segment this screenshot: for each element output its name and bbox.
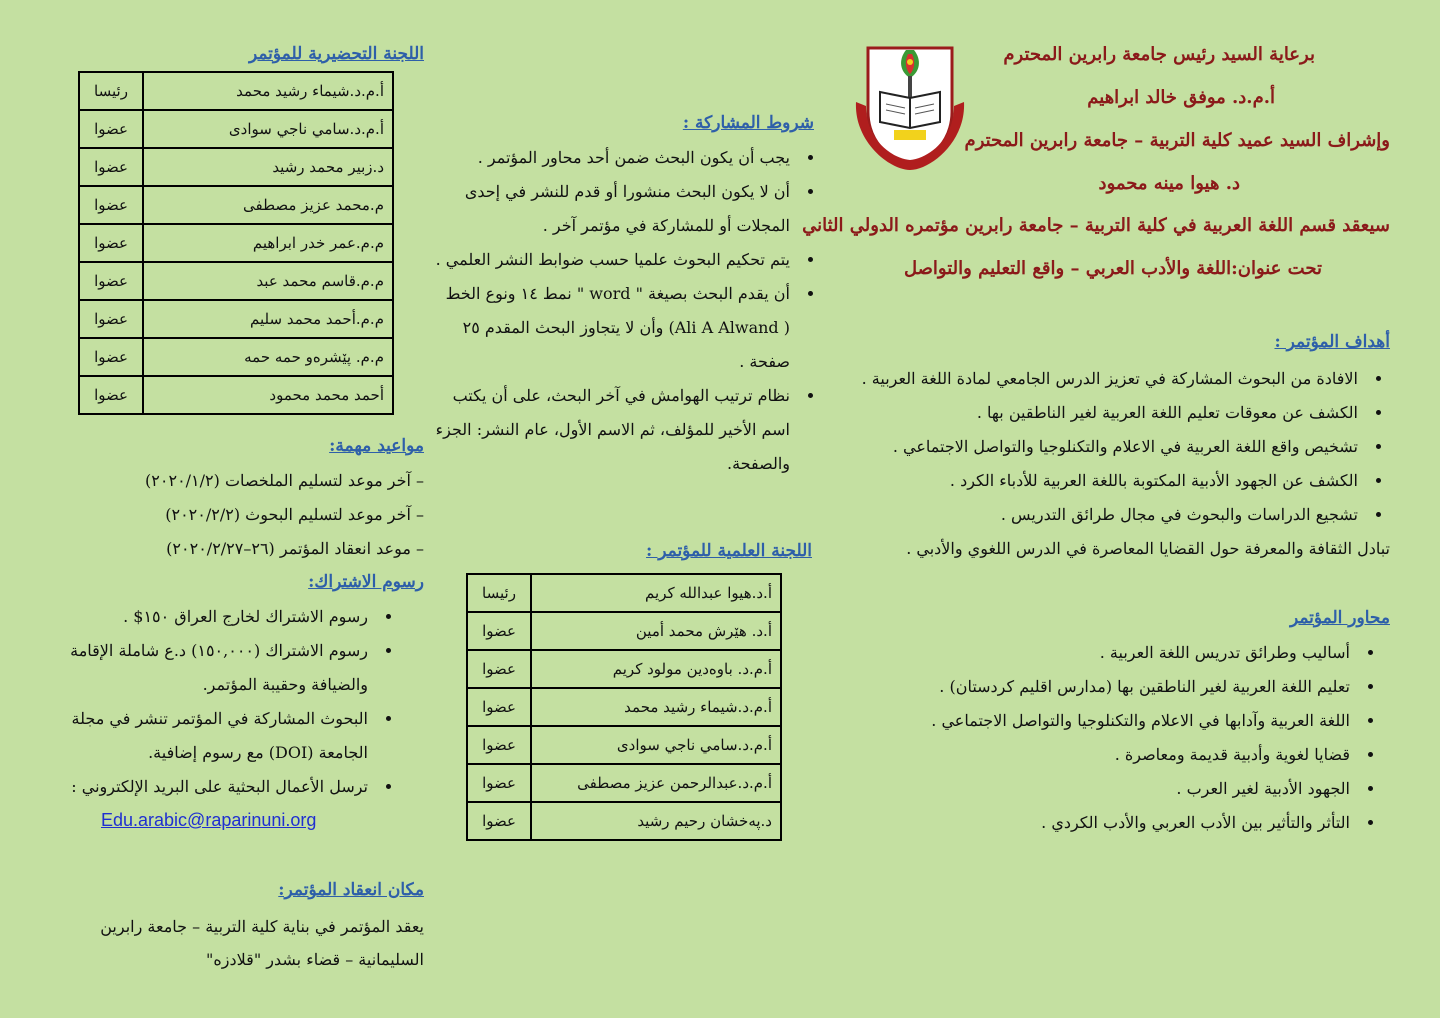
axes-list [836,636,1382,840]
president-name: أ.م.د. موفق خالد ابراهيم [1087,87,1275,108]
member-name: م.م.عمر خدر ابراهيم [143,224,393,262]
member-name: م.محمد عزيز مصطفى [143,186,393,224]
condition-item: • يجب أن يكون البحث ضمن أحد محاور المؤتمر . [426,141,796,175]
date-item: – آخر موعد لتسليم البحوث (٢٠٢٠/٢/٢) [165,505,424,524]
table-row [79,186,393,224]
member-name: أ.د.هيوا عبدالله كريم [531,574,781,612]
member-role: عضوا [79,110,143,148]
axis-item: • أساليب وطرائق تدريس اللغة العربية . [836,636,1356,670]
goal-item: • الكشف عن معوقات تعليم اللغة العربية لغير الناطقين بها . [804,396,1364,430]
member-role: رئيسا [79,72,143,110]
condition-item: • أن لا يكون البحث منشورا أو قدم للنشر في إحدى المجلات أو للمشاركة في مؤتمر آخر . [426,175,796,243]
goal-item: • تشجيع الدراسات والبحوث في مجال طرائق التدريس . [804,498,1364,532]
patronage-line-1: برعاية السيد رئيس جامعة رابرين المحترم [1003,44,1315,65]
table-row [467,650,781,688]
axis-item: • التأثر والتأثير بين الأدب العربي والأدب الكردي . [836,806,1356,840]
condition-item: • نظام ترتيب الهوامش في آخر البحث، على أن يكتب اسم الأخير للمؤلف، ثم الاسم الأول، عام النشر: الجزء والصفحة. [426,379,796,481]
goal-item: • تشخيص واقع اللغة العربية في الاعلام والتكنلوجيا والتواصل الاجتماعي . [804,430,1364,464]
table-row [79,148,393,186]
member-role: عضوا [79,376,143,414]
table-row [79,262,393,300]
axes-heading: محاور المؤتمر [1289,608,1390,628]
member-role: عضوا [467,802,531,840]
venue-heading: مكان انعقاد المؤتمر: [278,880,424,900]
member-role: عضوا [467,650,531,688]
fee-item: • رسوم الاشتراك (١٥٠,٠٠٠) د.ع شاملة الإقامة والضيافة وحقيبة المؤتمر. [34,634,374,702]
goal-item: • الكشف عن الجهود الأدبية المكتوبة باللغة العربية للأدباء الكرد . [804,464,1364,498]
table-row [79,376,393,414]
condition-item: • أن يقدم البحث بصيغة " word " نمط ١٤ ونوع الخط ( Ali A Alwand) وأن لا يتجاوز البحث المقدم ٢٥ صفحة . [426,277,796,379]
member-name: أ.د. هێرش محمد أمين [531,612,781,650]
member-name: أ.م.د.شيماء رشيد محمد [531,688,781,726]
conference-title: تحت عنوان:اللغة والأدب العربي – واقع التعليم والتواصل [904,258,1322,279]
table-row [79,300,393,338]
table-row [467,726,781,764]
goals-heading: أهداف المؤتمر : [1274,332,1390,352]
member-name: د.زبير محمد رشيد [143,148,393,186]
contact-email-link[interactable]: Edu.arabic@raparinuni.org [101,810,317,830]
date-item: – موعد انعقاد المؤتمر (٢٦–٢٠٢٠/٢/٢٧) [166,539,424,558]
fees-heading: رسوم الاشتراك: [308,572,424,592]
axis-item: • الجهود الأدبية لغير العرب . [836,772,1356,806]
patronage-line-3: وإشراف السيد عميد كلية التربية – جامعة رابرين المحترم [964,130,1390,151]
member-name: أ.م.د. باوەدين مولود كريم [531,650,781,688]
member-role: عضوا [467,612,531,650]
axis-item: • قضايا لغوية وأدبية قديمة ومعاصرة . [836,738,1356,772]
table-row [467,612,781,650]
venue-line-1: يعقد المؤتمر في بناية كلية التربية – جامعة رابرين [100,917,424,936]
member-name: أ.م.د.عبدالرحمن عزيز مصطفى [531,764,781,802]
member-role: عضوا [79,300,143,338]
axis-item: • تعليم اللغة العربية لغير الناطقين بها (مدارس اقليم كردستان) . [836,670,1356,704]
table-row [467,574,781,612]
member-role: رئيسا [467,574,531,612]
preparatory-committee-heading: اللجنة التحضيرية للمؤتمر [248,44,424,64]
member-role: عضوا [467,726,531,764]
member-role: عضوا [79,338,143,376]
member-role: عضوا [79,262,143,300]
scientific-committee-heading: اللجنة العلمية للمؤتمر : [646,541,812,561]
member-name: أ.م.د.سامي ناجي سوادى [143,110,393,148]
table-row [467,802,781,840]
table-row [79,110,393,148]
table-row [467,688,781,726]
member-role: عضوا [79,186,143,224]
member-name: د.پەخشان رحيم رشيد [531,802,781,840]
dean-name: د. هيوا مينه محمود [1098,173,1240,194]
table-row [467,764,781,802]
fees-list [34,600,400,804]
member-role: عضوا [79,224,143,262]
member-name: م.م.قاسم محمد عبد [143,262,393,300]
conference-announcement: سيعقد قسم اللغة العربية في كلية التربية – جامعة رابرين مؤتمره الدولي الثاني [802,215,1390,236]
dates-heading: مواعيد مهمة: [329,436,424,456]
axis-item: • اللغة العربية وآدابها في الاعلام والتكنلوجيا والتواصل الاجتماعي . [836,704,1356,738]
fee-item: • البحوث المشاركة في المؤتمر تنشر في مجلة الجامعة (DOI) مع رسوم إضافية. [34,702,374,770]
member-name: م.م. پێشرەو حمه حمه [143,338,393,376]
member-role: عضوا [79,148,143,186]
scientific-committee-table [466,573,782,841]
condition-item: • يتم تحكيم البحوث علميا حسب ضوابط النشر العلمي . [426,243,796,277]
member-name: م.م.أحمد محمد سليم [143,300,393,338]
conditions-heading: شروط المشاركة : [682,113,814,133]
table-row [79,338,393,376]
member-role: عضوا [467,688,531,726]
university-logo [850,42,970,172]
preparatory-committee-table [78,71,394,415]
date-item: – آخر موعد لتسليم الملخصات (٢٠٢٠/١/٢) [145,471,424,490]
conditions-list [426,141,822,481]
goals-list [804,362,1390,532]
goal-item: • الافادة من البحوث المشاركة في تعزيز الدرس الجامعي لمادة اللغة العربية . [804,362,1364,396]
venue-line-2: السليمانية – قضاء بشدر "قلادزه" [206,950,424,969]
table-row [79,72,393,110]
member-name: أحمد محمد محمود [143,376,393,414]
member-name: أ.م.د.شيماء رشيد محمد [143,72,393,110]
table-row [79,224,393,262]
fee-item: • رسوم الاشتراك لخارج العراق ١٥٠$ . [34,600,374,634]
member-role: عضوا [467,764,531,802]
goal-extra: تبادل الثقافة والمعرفة حول القضايا المعاصرة في الدرس اللغوي والأدبي . [906,539,1390,558]
fee-item: • ترسل الأعمال البحثية على البريد الإلكتروني : [34,770,374,804]
member-name: أ.م.د.سامي ناجي سوادى [531,726,781,764]
